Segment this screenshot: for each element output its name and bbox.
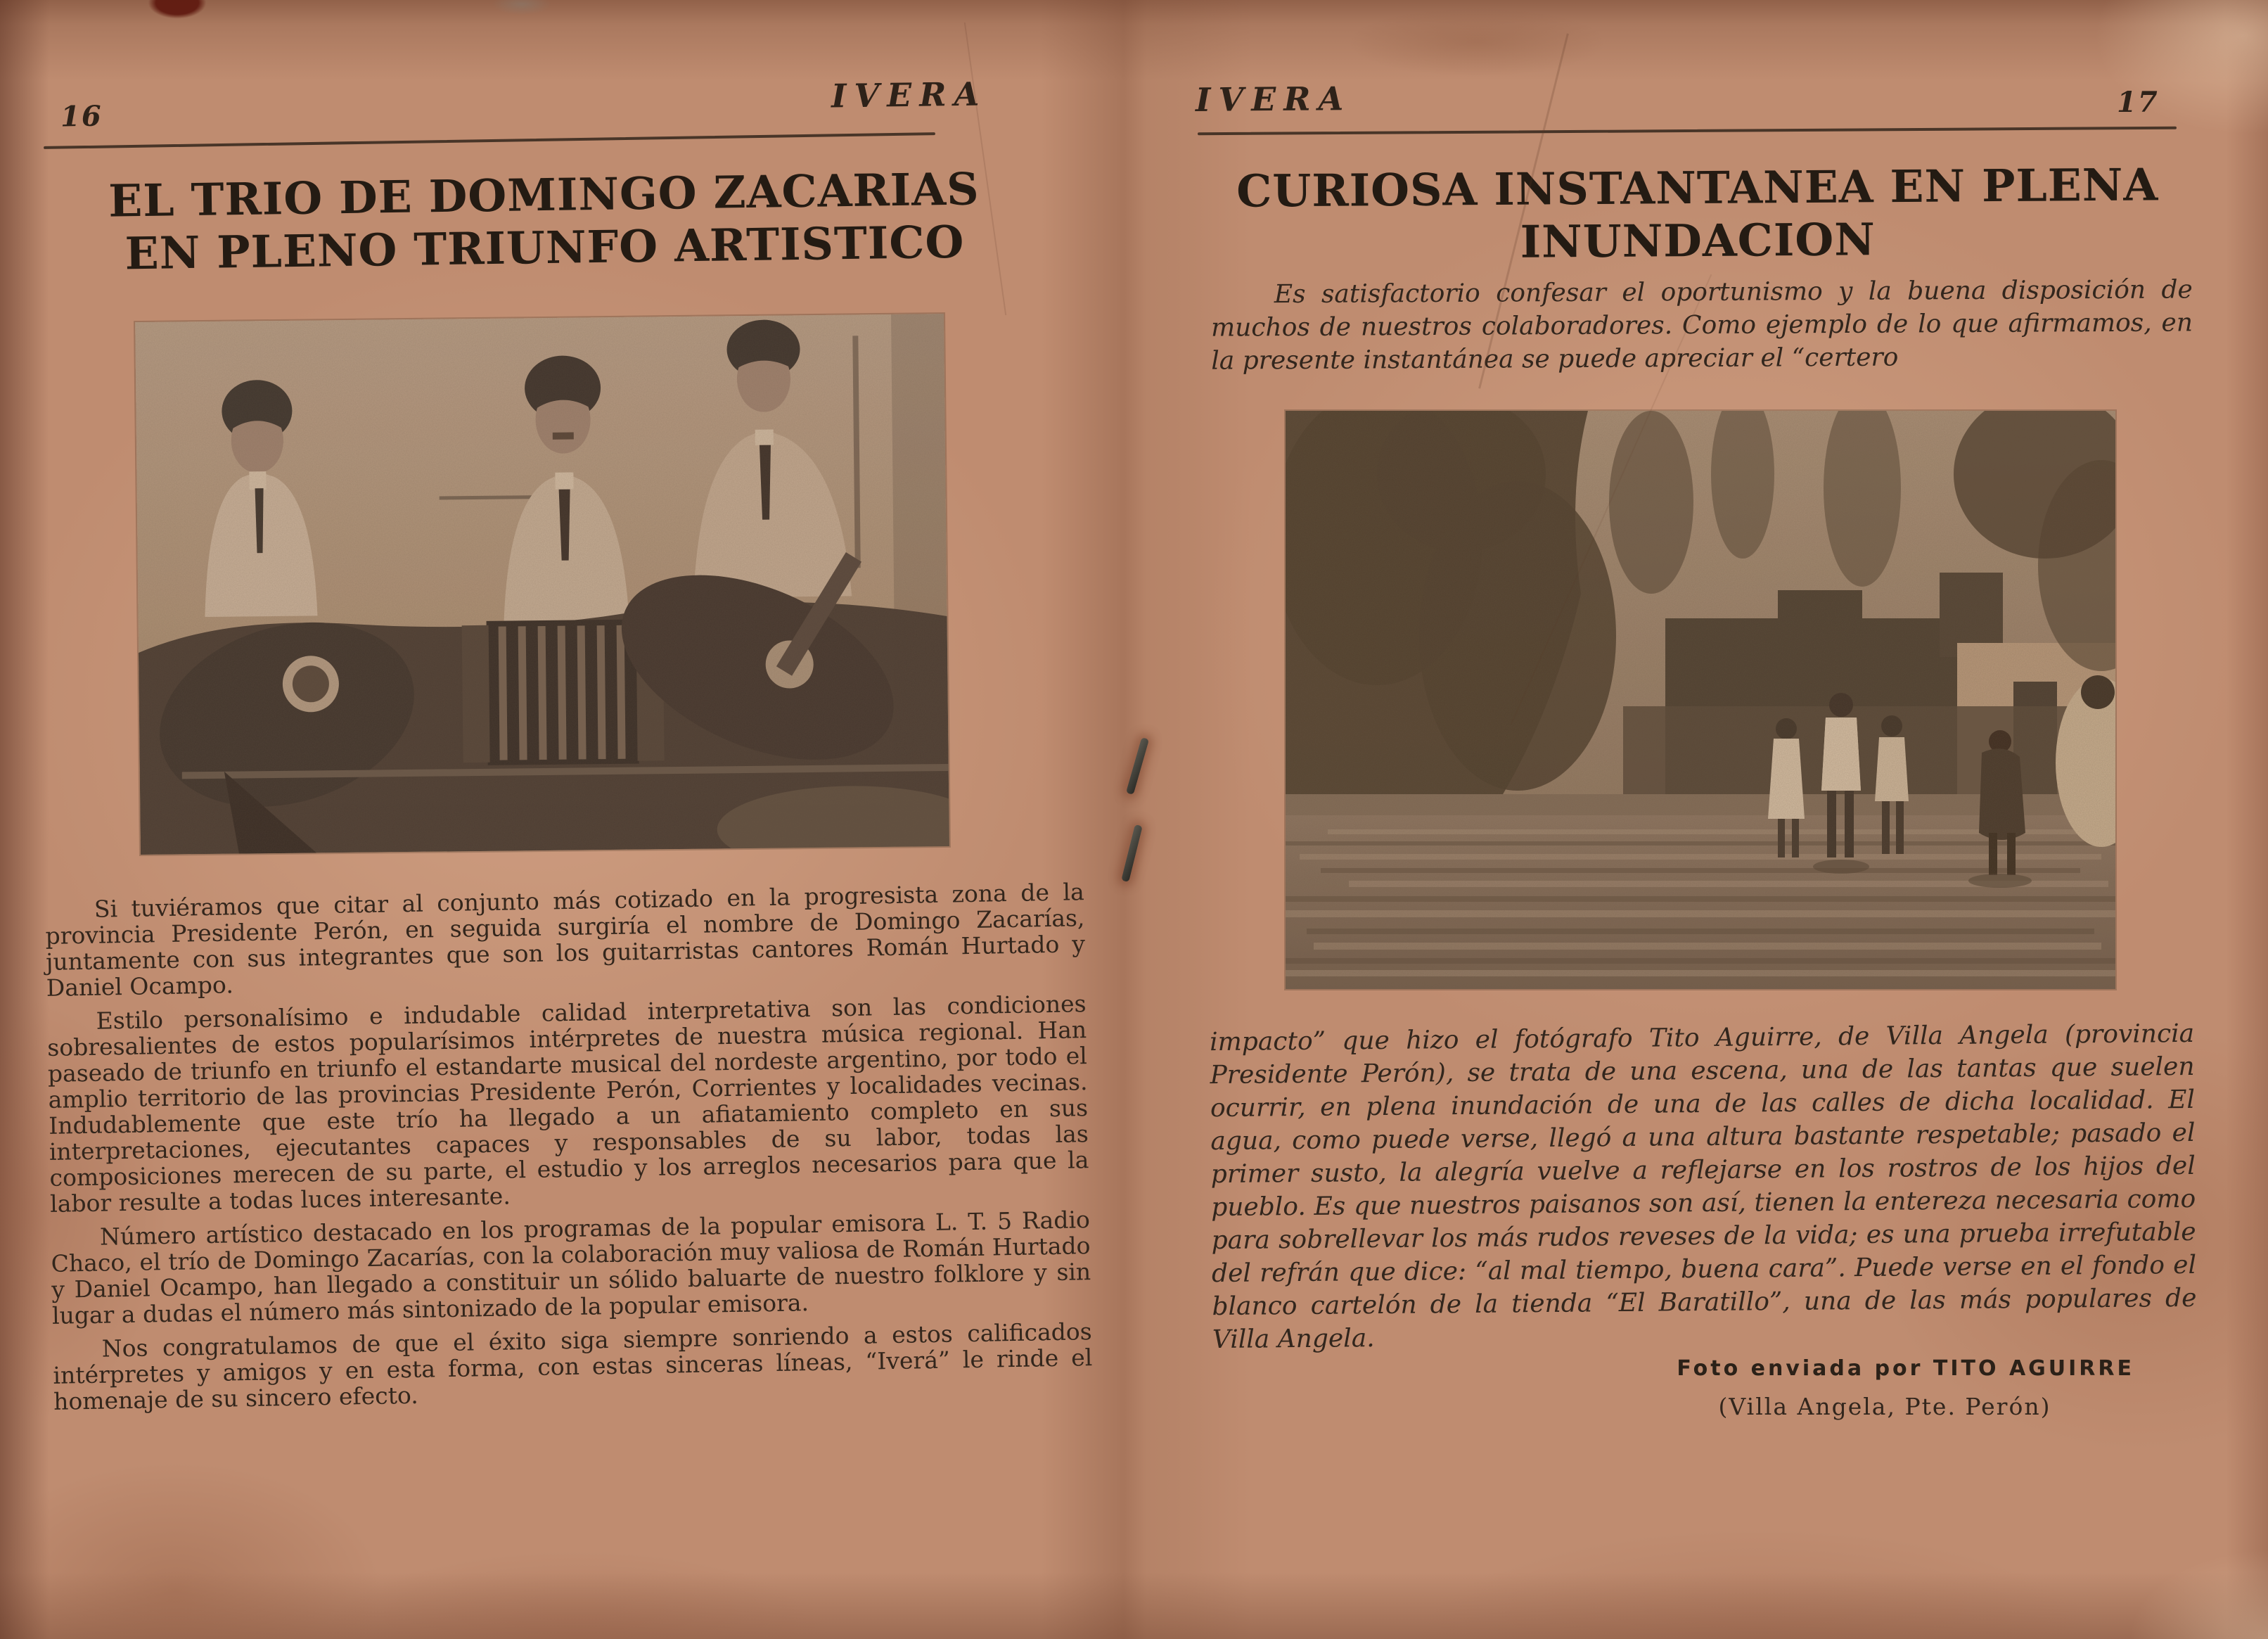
right-article-body [1210, 1017, 2197, 1356]
left-paragraph-4: Nos congratulamos de que el éxito siga siempre sonriendo a estos calificados intérpretes y amigos y en esta forma, con estas sinceras líneas, “Iverá” le rinde el homenaje de su sincero efecto. [53, 1318, 1093, 1415]
left-header-rule [44, 132, 935, 149]
left-paragraph-3: Número artístico destacado en los programas de la popular emisora L. T. 5 Radio Chaco, el trío de Domingo Zacarías, con la colaboración muy valiosa de Román Hurtado y Daniel Ocampo, han llegado a constituir un sólido baluarte de nuestro folklore y sin lugar a dudas el número más sintonizado de la popular emisora. [51, 1206, 1091, 1329]
right-title-line2: INUNDACION [1520, 213, 1876, 268]
binding-staple-bottom [1121, 824, 1143, 882]
left-paragraph-2: Estilo personalísimo e indudable calidad interpretativa son las condiciones sobresalientes de estos popularísimos intérpretes de nuestra música regional. Han paseado de triunfo en triunfo el estandarte musical del nordeste argentino, por todo el amplio territorio de las provincias Presidente Perón, Corrientes y localidades vecinas. Indudablemente que este trío ha llegado a un afiatamiento completo en sus interpretaciones, ejecutantes capaces y responsables de su labor, todas las composiciones merecen de su parte, el estudio y los arreglos necesarios para que la labor resulte a todas luces interesante. [46, 990, 1089, 1218]
left-page-number: 16 [60, 99, 103, 134]
photo-credit-line: Foto enviada por TITO AGUIRRE [1677, 1356, 2134, 1381]
left-article-body [45, 879, 1094, 1422]
binding-staple-top [1126, 737, 1149, 795]
left-title-line1: EL TRIO DE DOMINGO ZACARIAS [108, 162, 980, 227]
right-body-paragraph: impacto” que hizo el fotógrafo Tito Aguirre, de Villa Angela (provincia Presidente Perón), se trata de una escena, una de las tantas que suelen ocurrir, en plena inundación de una de las calles de dicha localidad. El agua, como puede verse, llegó a una altura bastante respetable; pasado el primer susto, la alegría vuelve a reflejarse en los rostros de los hijos del pueblo. Es que nuestros paisanos son así, tienen la entereza necesaria como para sobrellevar los más rudos reveses de la vida; es una prueba irrefutable del refrán que dice: “al mal tiempo, buena cara”. Puede verse en el fondo el blanco cartelón de la tienda “El Baratillo”, una de las más populares de Villa Angela. [1210, 1019, 2197, 1355]
left-title-line2: EN PLENO TRIUNFO ARTISTICO [124, 215, 965, 280]
right-header-rule [1198, 127, 2177, 136]
left-article-title [89, 162, 999, 281]
left-paragraph-1: Si tuviéramos que citar al conjunto más cotizado en la progresista zona de la provincia Presidente Perón, en seguida surgiría el nombre de Domingo Zacarías, juntamente con sus integrantes que son los guitarristas cantores Román Hurtado y Daniel Ocampo. [45, 878, 1086, 1002]
flood-street-photo [1286, 411, 2115, 989]
trio-musicians-photo [135, 314, 949, 855]
photo-credit-location: (Villa Angela, Pte. Perón) [1718, 1393, 2051, 1420]
right-page-number: 17 [2117, 86, 2159, 119]
right-title-line1: CURIOSA INSTANTANEA EN PLENA [1236, 158, 2159, 217]
right-article-title [1236, 158, 2159, 270]
left-running-header: IVERA [831, 75, 987, 115]
right-intro-paragraph: Es satisfactorio confesar el oportunismo y la buena disposición de muchos de nuestros colaboradores. Como ejemplo de lo que afirmamos, en la presente instantánea se puede apreciar el “certero [1210, 275, 2193, 376]
right-running-header: IVERA [1195, 79, 1352, 119]
